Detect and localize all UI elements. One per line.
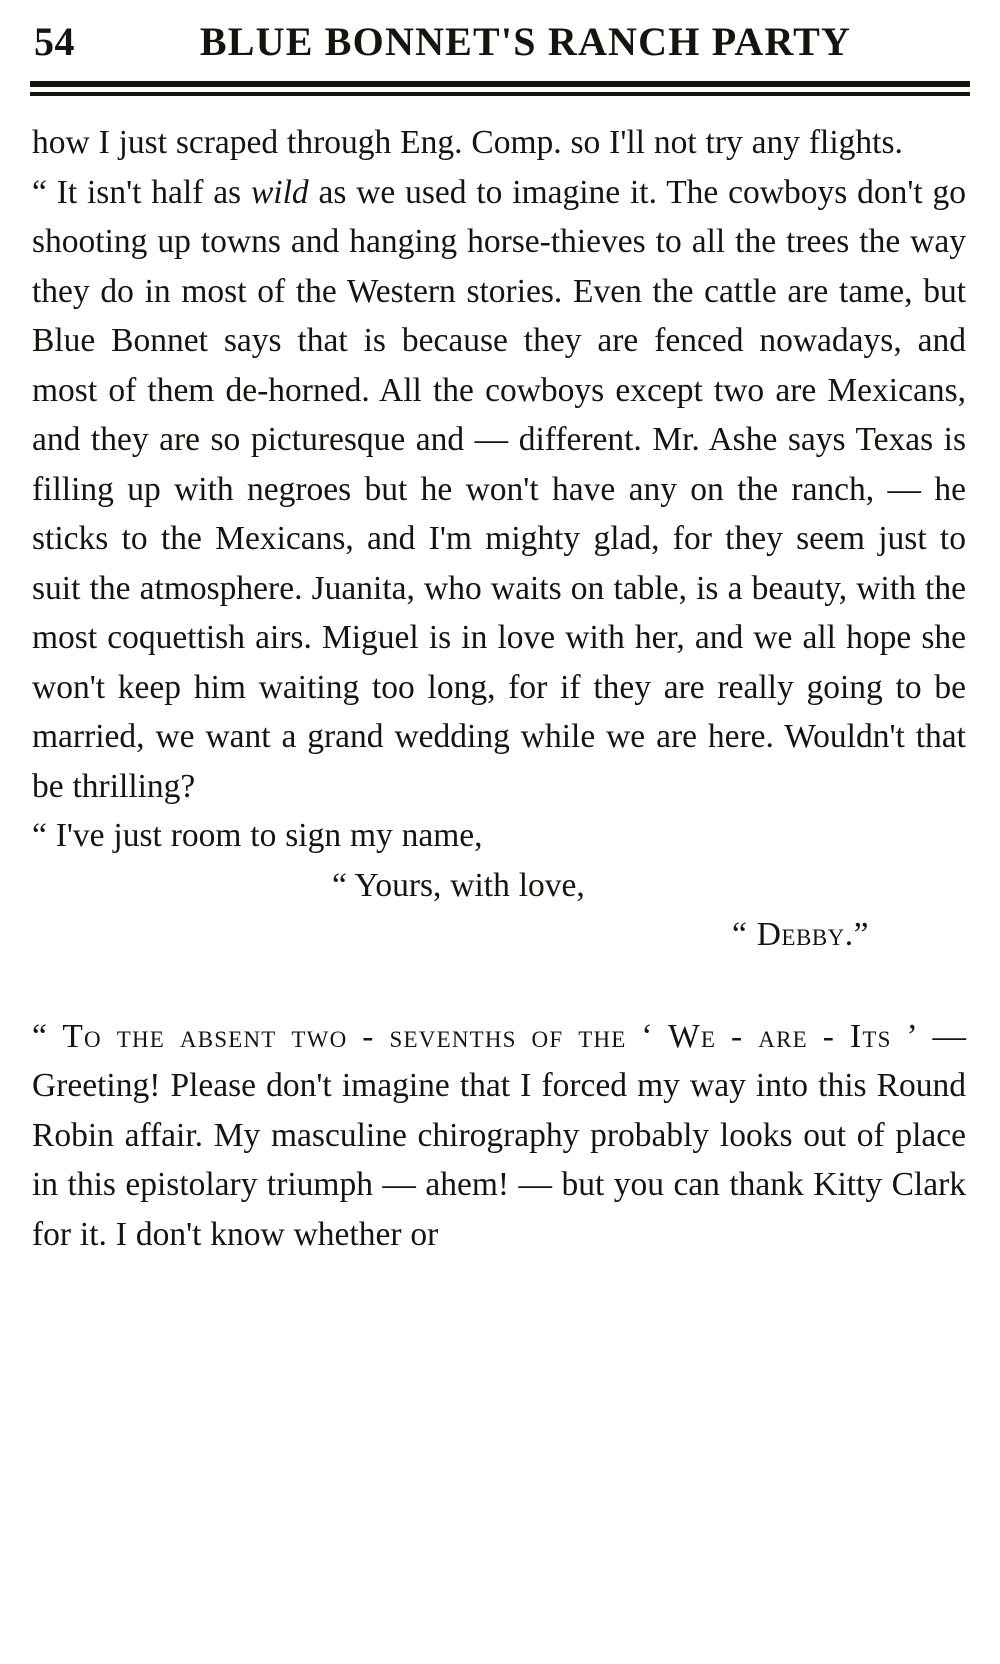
- letter-separator-space: [32, 960, 966, 1012]
- letter-salutation: “ To the absent two - sevenths of the ‘ We - are - Its ’: [32, 1017, 919, 1055]
- paragraph-text-part-2: as we used to imagine it. The cowboys don't go shooting up towns and hanging horse-thieves to all the trees the way they do in most of the Western stories. Even the cattle are tame, but Blue Bonnet says that is because they are fenced nowadays, and most of them de-horned. All the cowboys except two are Mexicans, and they are so picturesque and — different. Mr. Ashe says Texas is filling up with negroes but he won't have any on the ranch, — he sticks to the Mexicans, and I'm mighty glad, for they seem just to suit the atmosphere. Juanita, who waits on table, is a beauty, with the most coquettish airs. Miguel is in love with her, and we all hope she won't keep him waiting too long, for if they are really going to be married, we want a grand wedding while we are here. Wouldn't that be thrilling?: [32, 173, 966, 805]
- header-divider: [30, 81, 970, 96]
- paragraph-letter-second: [32, 1012, 966, 1260]
- emphasis-wild: wild: [250, 173, 309, 211]
- paragraph-continued: how I just scraped through Eng. Comp. so I'll not try any flights.: [32, 124, 903, 161]
- letter-body-text: — Greeting! Please don't imagine that I forced my way into this Round Robin affair. My masculine chirography probably looks out of place in this epistolary triumph — ahem! — but you can thank Kitty Clark for it. I don't know whether or: [32, 1017, 966, 1253]
- letter-signature: “ Debby.”: [732, 916, 870, 953]
- letter-closing-line: “ I've just room to sign my name,: [32, 817, 483, 854]
- paragraph-letter-debby: [32, 168, 966, 812]
- running-head: [28, 19, 972, 64]
- divider-rule-thin: [30, 92, 970, 96]
- page-number: 54: [34, 19, 75, 64]
- letter-valediction: “ Yours, with love,: [332, 866, 585, 904]
- page-body: [28, 118, 972, 1259]
- running-title: BLUE BONNET'S RANCH PARTY: [199, 19, 852, 64]
- paragraph-text-part-1: “ It isn't half as: [32, 173, 251, 211]
